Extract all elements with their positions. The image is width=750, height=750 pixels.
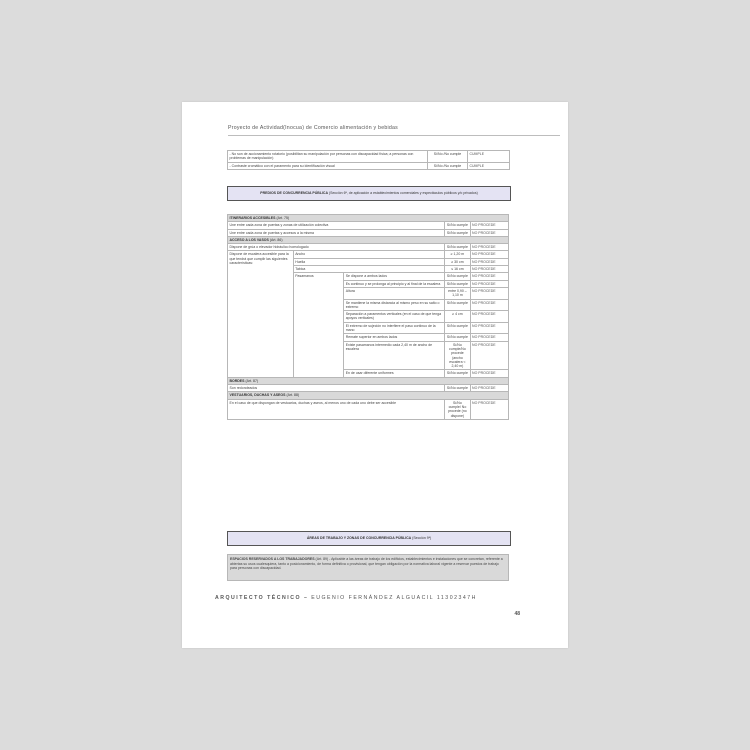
status-cell: ≥ 4 cm (445, 311, 470, 323)
status-cell: Sí/No cumple (445, 222, 470, 229)
main-table-block (227, 214, 509, 420)
footer-name: EUGENIO FERNÁNDEZ ALGUACIL 11302347H (311, 595, 477, 601)
status-cell: Sí/No cumple (445, 280, 470, 287)
table-row (228, 244, 509, 251)
status-cell: Sí/No cumple (445, 385, 470, 392)
status-cell: Sí/No cumple (445, 370, 470, 377)
status-cell: Sí/No cumple (445, 273, 470, 280)
result-cell: NO PROCEDE (470, 385, 508, 392)
result-cell: NO PROCEDE (470, 287, 508, 299)
section-row-itinerarios (228, 215, 509, 222)
status-cell: Sí/No cumple (445, 244, 470, 251)
escalera-label: Dispone de escalera accesible para la que tendrá que cumplir las siguientes características: (228, 251, 294, 377)
requirement-text: Remate superior en ambos lados (344, 334, 445, 341)
requirement-text: Altura (344, 287, 445, 299)
result-cell: NO PROCEDE (470, 334, 508, 341)
espacios-reservados-box (227, 554, 509, 581)
footer-sep: – (303, 595, 309, 601)
table-row (228, 251, 509, 258)
result-cell: NO PROCEDE (470, 251, 508, 258)
section-row-acceso (228, 236, 509, 243)
result-cell: NO PROCEDE (470, 244, 508, 251)
requirement-text: El extremo de sujeción no interfiere el paso continuo de la mano (344, 322, 445, 334)
status-cell: Sí/No cumple/No procede (ancho escalera < 2,40 m) (445, 341, 470, 370)
requirement-text: Une entre cada zona de puertas y accesos a la misma (228, 229, 445, 236)
table-row (228, 162, 510, 169)
section-row-vestuarios (228, 392, 509, 399)
page-footer (215, 595, 477, 601)
header-rule (228, 135, 560, 136)
result-cell: CUMPLE (468, 162, 510, 169)
banner-detail: (Sección 9ª) (412, 536, 432, 540)
banner-title: ÁREAS DE TRABAJO Y ZONAS DE CONCURRENCIA PÚBLICA (306, 536, 412, 540)
banner-detail: (Sección 6ª, de aplicación a establecimientos comerciales y espectáculos públicos y/o privados) (328, 191, 478, 195)
requirement-text: - No son de accionamiento rotatorio (posibilitan su manipulación por personas con discapacidad física; a personas con problemas de manipulación) (228, 151, 428, 163)
result-cell: NO PROCEDE (470, 370, 508, 377)
page-header: Proyecto de Actividad(Inocua) de Comercio alimentación y bebidas (228, 125, 398, 131)
requirement-text: Se mantiene la misma distancia al mismo peso en su salto o extremo (344, 299, 445, 311)
requirement-text: Une entre cada zona de puertas y zonas de utilización colectiva (228, 222, 445, 229)
table-row (228, 385, 509, 392)
status-cell: Sí/No /No cumple (428, 151, 468, 163)
result-cell: NO PROCEDE (470, 229, 508, 236)
espacios-text: (Art. 89) - Aplicable a las áreas de trabajo de los edificios, establecimientos e instalaciones que se concretan, referente a abiertas su usos cualesquiera, tanto a posicionamiento, de forma definitiva o provisional, que tengan obligación por la normativa laboral vigente a reservar puestos de trabajo para personas con discapacidad. (230, 557, 503, 571)
status-cell: Sí/No cumple (445, 229, 470, 236)
status-cell: entre 0,90 – 1,10 m (445, 287, 470, 299)
espacios-title: ESPACIOS RESERVADOS A LOS TRABAJADORES (230, 557, 315, 561)
dimension-label: Huella (293, 258, 445, 265)
table-row (228, 222, 509, 229)
footer-role: ARQUITECTO TÉCNICO (215, 595, 301, 601)
section-ref: (Art. 75) (276, 216, 290, 220)
result-cell: NO PROCEDE (470, 399, 508, 419)
section-ref: (Art. 86) (269, 237, 283, 242)
section-banner-areas-trabajo (227, 531, 511, 546)
table-row (228, 229, 509, 236)
result-cell: NO PROCEDE (470, 322, 508, 334)
dimension-label: Tabica (293, 266, 445, 273)
requirement-text: Se dispone a ambos lados (344, 273, 445, 280)
requirement-text: Son redondeados (228, 385, 445, 392)
result-cell: NO PROCEDE (470, 273, 508, 280)
top-rows-block (227, 150, 509, 170)
result-cell: NO PROCEDE (470, 222, 508, 229)
section-title: VESTUARIOS, DUCHAS Y ASEOS (229, 393, 286, 398)
section-row-bordes (228, 377, 509, 384)
page-number: 48 (514, 611, 520, 617)
status-cell: Sí/No cumple (445, 322, 470, 334)
table-row (228, 399, 509, 419)
requirement-text: - Contraste cromático con el paramento para su identificación visual (228, 162, 428, 169)
pasamanos-label: Pasamanos (293, 273, 344, 377)
status-cell: Sí/No /No cumple (428, 162, 468, 169)
main-table (227, 214, 509, 420)
banner-title: PREDIOS DE CONCURRENCIA PÚBLICA (260, 191, 328, 195)
requirement-text: Existe pasamanos intermedio cada 2,40 m de ancho de escalera (344, 341, 445, 370)
section-ref: (Art. 88) (286, 393, 300, 398)
table-row (228, 151, 510, 163)
result-cell: NO PROCEDE (470, 299, 508, 311)
top-rows-table (227, 150, 510, 170)
status-cell: ≥ 30 cm (445, 258, 470, 265)
result-cell: NO PROCEDE (470, 258, 508, 265)
dimension-label: Ancho (293, 251, 445, 258)
result-cell: CUMPLE (468, 151, 510, 163)
requirement-text: En el caso de que dispongan de vestuarios, duchas y aseos, al menos uno de cada uno debe ser accesible (228, 399, 445, 419)
section-title: BORDES (229, 378, 245, 383)
result-cell: NO PROCEDE (470, 311, 508, 323)
section-banner-concurrencia (227, 186, 511, 201)
status-cell: Sí/No cumple (445, 299, 470, 311)
section-ref: (Art. 87) (245, 378, 259, 383)
requirement-text: Es continuo y se prolonga al principio y al final de la escalera (344, 280, 445, 287)
requirement-text: En de usar diferente uniformes (344, 370, 445, 377)
requirement-text: Dispone de grúa o elevador hidráulico homologado (228, 244, 445, 251)
section-title: ACCESO A LOS VASOS (229, 237, 269, 242)
status-cell: Sí/No cumple (445, 334, 470, 341)
status-cell: ≤ 16 cm (445, 266, 470, 273)
section-title: ITINERARIOS ACCESIBLES (229, 216, 276, 220)
document-page (182, 102, 568, 648)
status-cell: ≥ 1,20 m (445, 251, 470, 258)
requirement-text: Separación a paramentos verticales (en el caso de que tenga apoyos verticales) (344, 311, 445, 323)
status-cell: Sí/No cumple/ No procede (no dispone) (445, 399, 470, 419)
result-cell: NO PROCEDE (470, 341, 508, 370)
result-cell: NO PROCEDE (470, 266, 508, 273)
result-cell: NO PROCEDE (470, 280, 508, 287)
